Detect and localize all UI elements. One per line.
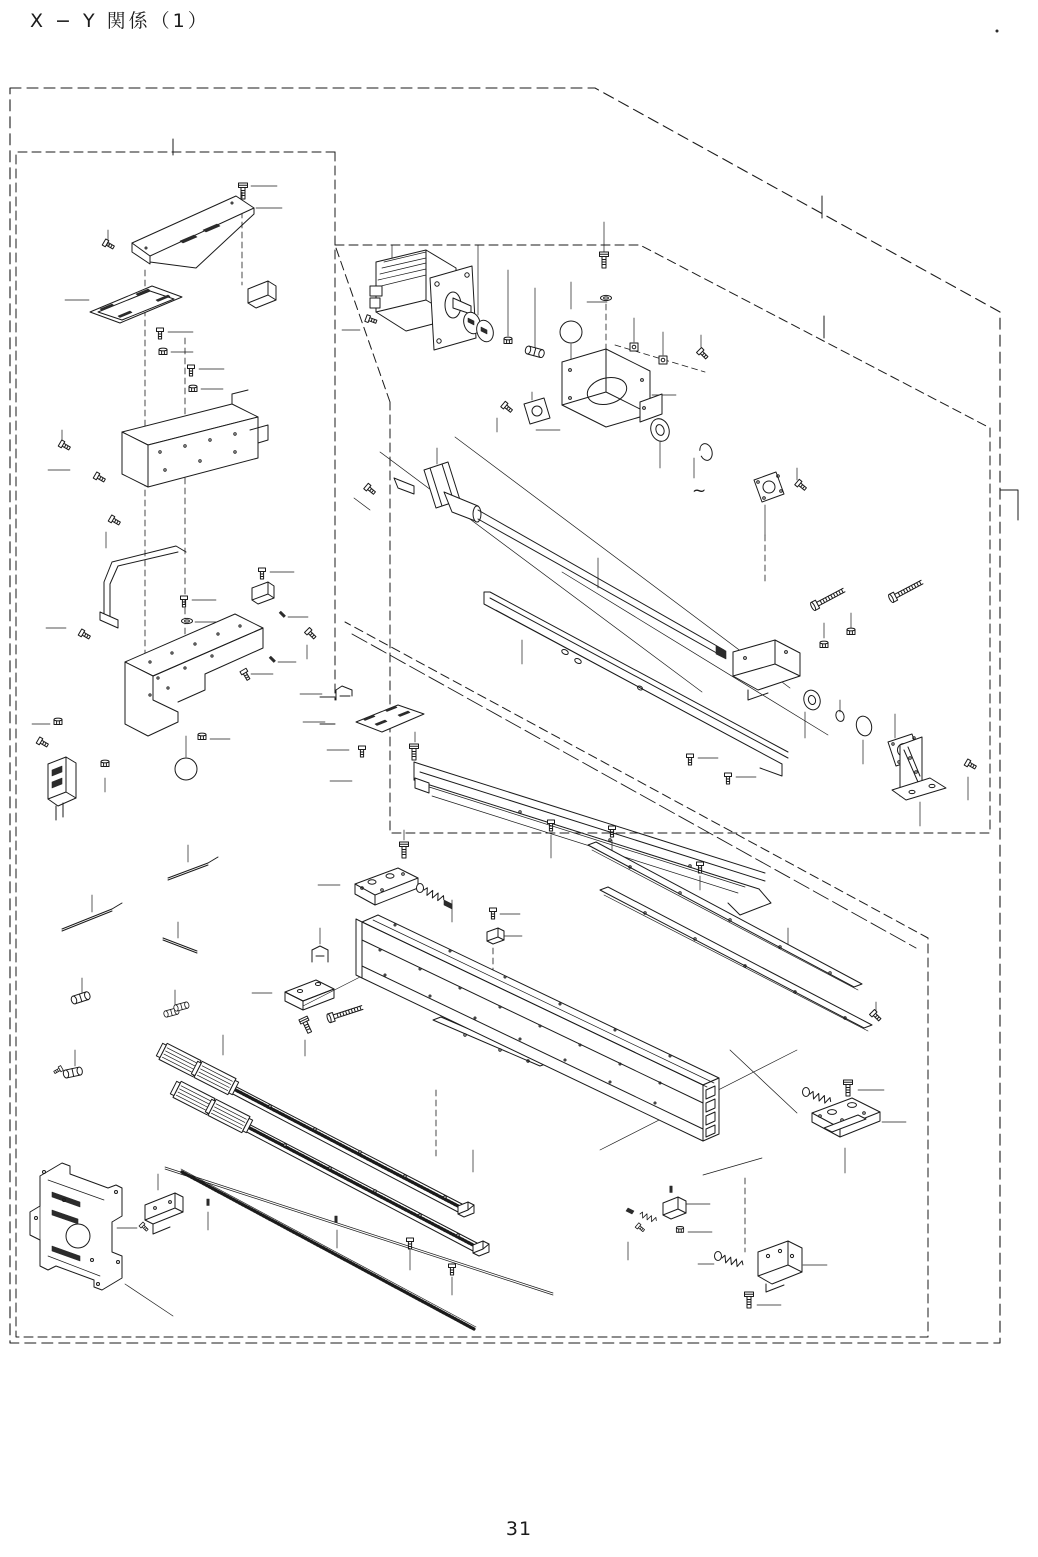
square-nut-2 [659, 356, 667, 364]
angle-bar-1 [588, 842, 862, 990]
clip-pin [279, 611, 285, 617]
tension-cap-screw [745, 1292, 754, 1308]
striped-slide-plate [90, 286, 182, 323]
mount-screw-1 [240, 668, 252, 681]
beam-clip [312, 946, 328, 962]
mount-pin [269, 656, 275, 662]
stopper-nut [676, 1226, 683, 1232]
motor-screw [365, 315, 378, 325]
bracket-screw-2 [93, 472, 106, 484]
housing-washer [601, 295, 612, 300]
support-block [733, 640, 800, 700]
clamp-screw [490, 908, 497, 919]
tension-block [758, 1241, 802, 1292]
slide-cap-screw [299, 1016, 314, 1034]
stopper-pin [670, 1186, 672, 1193]
linear-rail-1 [155, 1042, 474, 1217]
bearing-housing [562, 349, 662, 427]
mount-nut-3 [101, 760, 109, 766]
adjuster-cap-bolt [400, 842, 409, 858]
channel-screw-1 [687, 754, 694, 765]
motor [370, 250, 476, 350]
clip-screw-2 [305, 628, 318, 641]
bottom-bracket-screw [139, 1222, 149, 1232]
pedestal-bracket [892, 737, 946, 800]
rail-screw-2 [449, 1264, 456, 1275]
coupler-1 [70, 991, 91, 1005]
bottom-bracket [145, 1193, 183, 1234]
mount-nut-1 [54, 718, 62, 724]
bent-strip-bracket [100, 546, 186, 628]
guide-channel [484, 592, 788, 776]
mount-screw-2 [36, 737, 49, 749]
adjust-cap-bolt [844, 1080, 853, 1096]
balloon-circle-2 [560, 321, 582, 343]
outer-boundary [10, 30, 1018, 1343]
slide-bolt [326, 1003, 364, 1023]
large-ring [854, 714, 874, 737]
coupler-2 [163, 1001, 189, 1017]
bracket-screw-3 [108, 515, 121, 527]
bar-screw [870, 1010, 883, 1023]
stopper-bracket [663, 1197, 686, 1219]
screw-end-bolt [364, 483, 377, 495]
strip-screw [78, 629, 91, 641]
channel-top-screw-1 [359, 746, 366, 757]
plate-nut-1 [159, 348, 167, 354]
housing-screw [697, 348, 710, 361]
bushing [524, 345, 545, 358]
balloon-circle-1 [175, 758, 197, 780]
flange-plate [754, 472, 784, 502]
retaining-ring [698, 442, 714, 462]
adjust-spring-bolt [803, 1088, 832, 1105]
bolt-nut-2 [820, 641, 828, 647]
square-nut-1 [630, 343, 638, 351]
adjuster-spring-bolt [417, 884, 453, 910]
support-channel [414, 762, 771, 915]
angle-bar-2 [600, 887, 872, 1031]
cover-side-screw [102, 239, 115, 251]
bolt-nut-1 [847, 628, 855, 634]
beam-top-screw [548, 820, 555, 831]
small-screw-a [181, 596, 188, 607]
plate-nut-2 [189, 385, 197, 391]
mount-nut-2 [198, 733, 206, 739]
tension-spring-bolt [715, 1252, 745, 1269]
spacer-block [248, 281, 276, 308]
linear-rail-2 [169, 1080, 489, 1256]
cover-bracket [132, 196, 254, 268]
channel-screw-2 [725, 773, 732, 784]
hook-clip [336, 686, 352, 700]
tilde-annotation: ~ [692, 481, 707, 501]
striped-plate-2 [356, 705, 424, 732]
base-plate [30, 1163, 122, 1290]
beam-clamp-block [487, 928, 504, 944]
plate-screw-2 [188, 365, 195, 376]
main-bracket [122, 390, 268, 487]
rail-pin [335, 1216, 337, 1223]
channel-top-screw-2 [410, 744, 419, 760]
shaft-nut [504, 337, 512, 343]
coupler-3 [53, 1066, 83, 1079]
adjust-unit [812, 1098, 880, 1137]
stopper-screw [635, 1223, 645, 1233]
page-title: X − Y 関係（1） [30, 10, 210, 32]
housing-bolt [600, 252, 609, 268]
sensor-block [48, 757, 76, 820]
adjuster-plate [355, 868, 418, 905]
end-bearing [801, 688, 822, 712]
flange-screw [795, 479, 808, 491]
pedestal-screw [964, 759, 977, 771]
bearing [648, 416, 672, 443]
stopper-spring-screw [626, 1208, 657, 1223]
rod-3 [163, 938, 197, 953]
bottom-pin [207, 1199, 209, 1206]
bent-rod-1 [168, 857, 218, 880]
slide-unit [285, 980, 334, 1010]
corner-clip [252, 582, 274, 604]
long-bolt-1 [810, 586, 847, 611]
long-bolt-2 [888, 578, 925, 603]
square-plate [524, 398, 550, 424]
leader-lines [32, 186, 968, 1316]
plate-screw-1 [157, 328, 164, 339]
washer-a [182, 618, 193, 623]
bracket-screw-1 [58, 440, 71, 452]
main-beam [356, 915, 719, 1141]
page-number: 31 [505, 1518, 533, 1540]
cover-screw [239, 183, 248, 199]
clip-screw-top [259, 568, 266, 579]
plate-screw-b [501, 401, 514, 413]
